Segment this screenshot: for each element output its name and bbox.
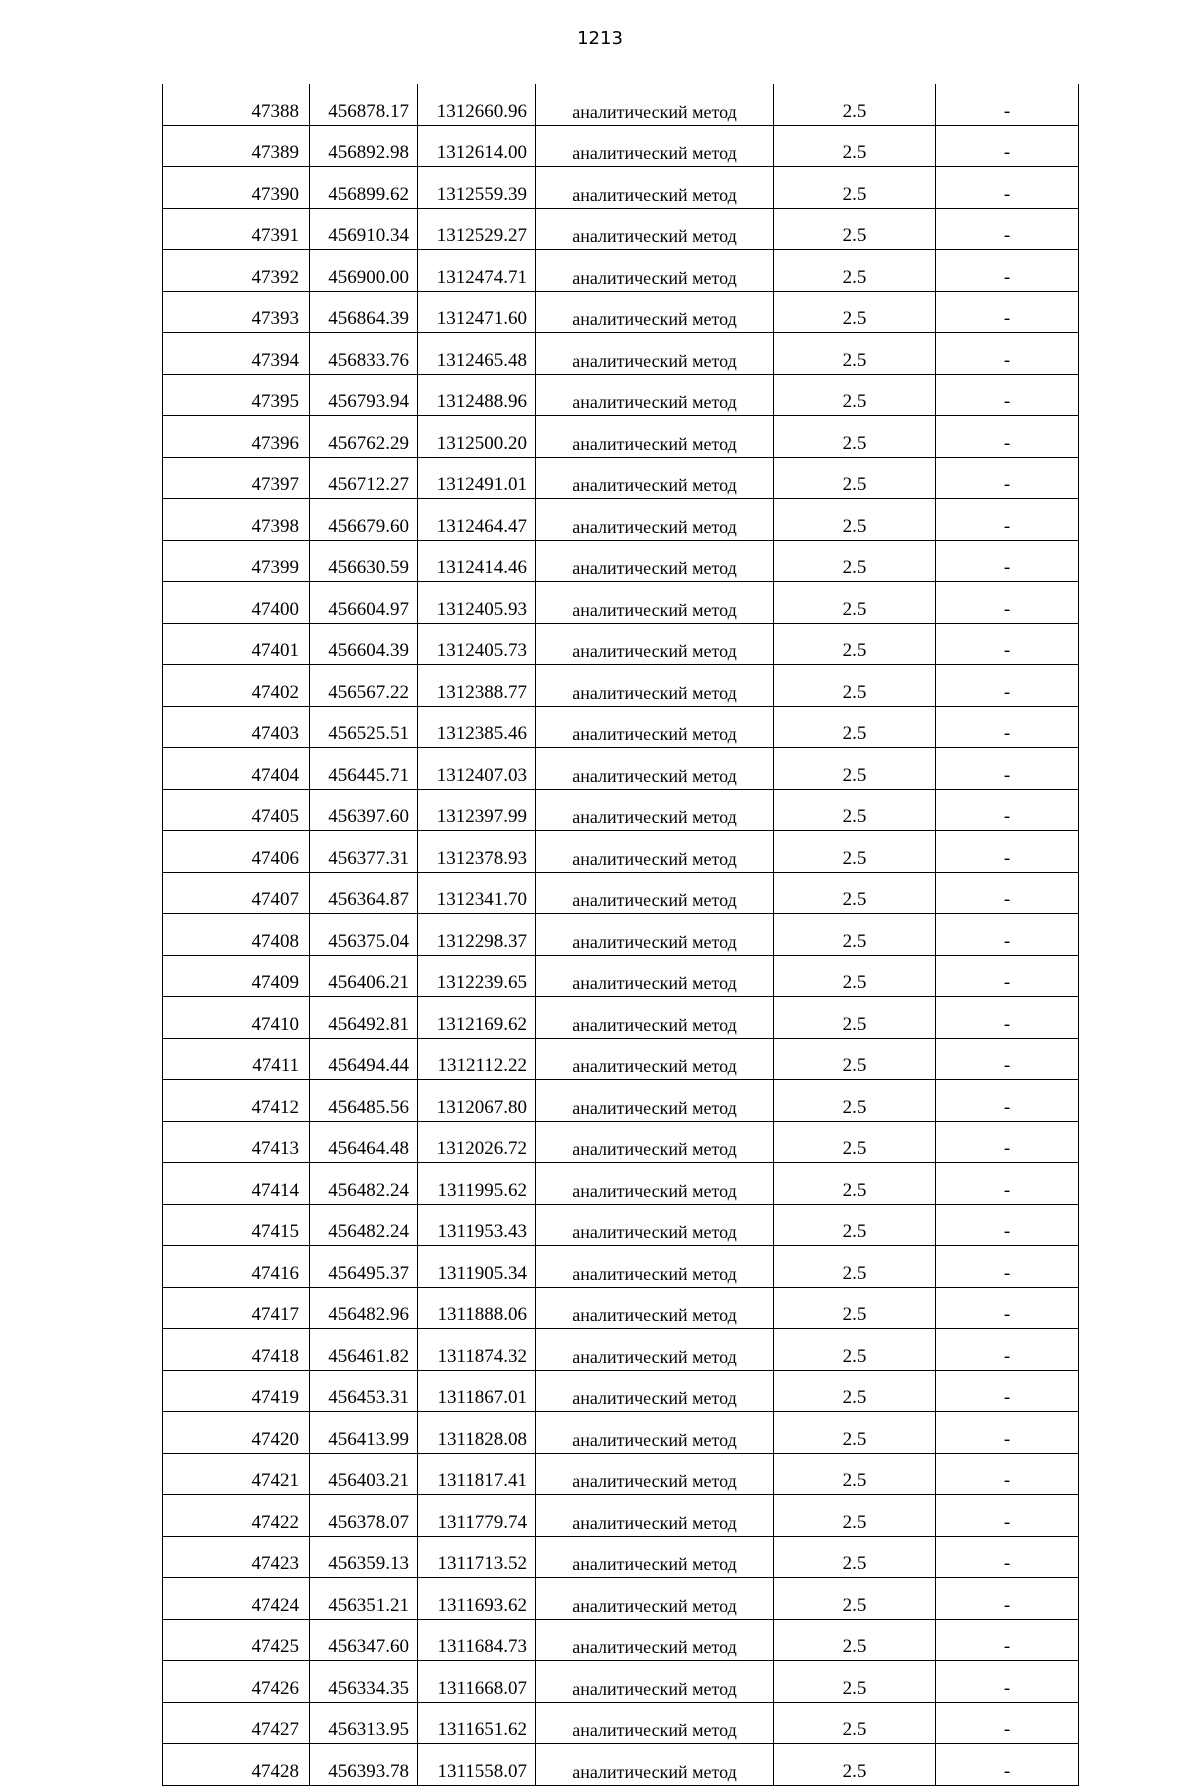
description-cell: - bbox=[936, 540, 1079, 582]
point-number-cell: 47423 bbox=[163, 1536, 310, 1578]
accuracy-cell: 2.5 bbox=[774, 997, 936, 1039]
method-cell: аналитический метод bbox=[536, 374, 774, 416]
table-row bbox=[163, 789, 1079, 831]
accuracy-cell: 2.5 bbox=[774, 499, 936, 541]
accuracy-cell: 2.5 bbox=[774, 1204, 936, 1246]
point-number-cell: 47392 bbox=[163, 250, 310, 292]
table-row bbox=[163, 914, 1079, 956]
accuracy-cell: 2.5 bbox=[774, 291, 936, 333]
x-coordinate-cell: 456878.17 bbox=[310, 84, 418, 125]
x-coordinate-cell: 456482.24 bbox=[310, 1204, 418, 1246]
point-number-cell: 47399 bbox=[163, 540, 310, 582]
y-coordinate-cell: 1312378.93 bbox=[418, 831, 536, 873]
method-cell: аналитический метод bbox=[536, 1495, 774, 1537]
y-coordinate-cell: 1312112.22 bbox=[418, 1038, 536, 1080]
x-coordinate-cell: 456485.56 bbox=[310, 1080, 418, 1122]
x-coordinate-cell: 456494.44 bbox=[310, 1038, 418, 1080]
point-number-cell: 47393 bbox=[163, 291, 310, 333]
accuracy-cell: 2.5 bbox=[774, 1536, 936, 1578]
y-coordinate-cell: 1311558.07 bbox=[418, 1744, 536, 1786]
description-cell: - bbox=[936, 84, 1079, 125]
x-coordinate-cell: 456793.94 bbox=[310, 374, 418, 416]
table-row bbox=[163, 374, 1079, 416]
x-coordinate-cell: 456482.24 bbox=[310, 1163, 418, 1205]
description-cell: - bbox=[936, 665, 1079, 707]
point-number-cell: 47412 bbox=[163, 1080, 310, 1122]
y-coordinate-cell: 1311995.62 bbox=[418, 1163, 536, 1205]
y-coordinate-cell: 1312388.77 bbox=[418, 665, 536, 707]
description-cell: - bbox=[936, 416, 1079, 458]
method-cell: аналитический метод bbox=[536, 1661, 774, 1703]
table-row bbox=[163, 748, 1079, 790]
accuracy-cell: 2.5 bbox=[774, 623, 936, 665]
accuracy-cell: 2.5 bbox=[774, 789, 936, 831]
description-cell: - bbox=[936, 1702, 1079, 1744]
accuracy-cell: 2.5 bbox=[774, 208, 936, 250]
description-cell: - bbox=[936, 1080, 1079, 1122]
description-cell: - bbox=[936, 1619, 1079, 1661]
method-cell: аналитический метод bbox=[536, 1287, 774, 1329]
description-cell: - bbox=[936, 831, 1079, 873]
method-cell: аналитический метод bbox=[536, 789, 774, 831]
description-cell: - bbox=[936, 1495, 1079, 1537]
method-cell: аналитический метод bbox=[536, 1702, 774, 1744]
x-coordinate-cell: 456899.62 bbox=[310, 167, 418, 209]
x-coordinate-cell: 456397.60 bbox=[310, 789, 418, 831]
description-cell: - bbox=[936, 1578, 1079, 1620]
y-coordinate-cell: 1312298.37 bbox=[418, 914, 536, 956]
table-row bbox=[163, 84, 1079, 125]
method-cell: аналитический метод bbox=[536, 1578, 774, 1620]
table-row bbox=[163, 706, 1079, 748]
y-coordinate-cell: 1312239.65 bbox=[418, 955, 536, 997]
table-row bbox=[163, 1163, 1079, 1205]
table-row bbox=[163, 623, 1079, 665]
method-cell: аналитический метод bbox=[536, 1121, 774, 1163]
point-number-cell: 47388 bbox=[163, 84, 310, 125]
table-row bbox=[163, 1453, 1079, 1495]
table-row bbox=[163, 1080, 1079, 1122]
description-cell: - bbox=[936, 1287, 1079, 1329]
accuracy-cell: 2.5 bbox=[774, 1080, 936, 1122]
y-coordinate-cell: 1311953.43 bbox=[418, 1204, 536, 1246]
table-row bbox=[163, 291, 1079, 333]
method-cell: аналитический метод bbox=[536, 665, 774, 707]
y-coordinate-cell: 1311779.74 bbox=[418, 1495, 536, 1537]
y-coordinate-cell: 1312341.70 bbox=[418, 872, 536, 914]
method-cell: аналитический метод bbox=[536, 167, 774, 209]
x-coordinate-cell: 456482.96 bbox=[310, 1287, 418, 1329]
x-coordinate-cell: 456313.95 bbox=[310, 1702, 418, 1744]
table-row bbox=[163, 1578, 1079, 1620]
description-cell: - bbox=[936, 125, 1079, 167]
point-number-cell: 47417 bbox=[163, 1287, 310, 1329]
accuracy-cell: 2.5 bbox=[774, 914, 936, 956]
y-coordinate-cell: 1312414.46 bbox=[418, 540, 536, 582]
point-number-cell: 47389 bbox=[163, 125, 310, 167]
y-coordinate-cell: 1312529.27 bbox=[418, 208, 536, 250]
point-number-cell: 47395 bbox=[163, 374, 310, 416]
y-coordinate-cell: 1312169.62 bbox=[418, 997, 536, 1039]
table-row bbox=[163, 831, 1079, 873]
point-number-cell: 47391 bbox=[163, 208, 310, 250]
description-cell: - bbox=[936, 789, 1079, 831]
point-number-cell: 47427 bbox=[163, 1702, 310, 1744]
y-coordinate-cell: 1312500.20 bbox=[418, 416, 536, 458]
table-row bbox=[163, 1287, 1079, 1329]
x-coordinate-cell: 456762.29 bbox=[310, 416, 418, 458]
table-row bbox=[163, 1702, 1079, 1744]
method-cell: аналитический метод bbox=[536, 914, 774, 956]
table-row bbox=[163, 250, 1079, 292]
description-cell: - bbox=[936, 582, 1079, 624]
accuracy-cell: 2.5 bbox=[774, 706, 936, 748]
table-row bbox=[163, 1038, 1079, 1080]
x-coordinate-cell: 456864.39 bbox=[310, 291, 418, 333]
description-cell: - bbox=[936, 1329, 1079, 1371]
x-coordinate-cell: 456712.27 bbox=[310, 457, 418, 499]
point-number-cell: 47409 bbox=[163, 955, 310, 997]
accuracy-cell: 2.5 bbox=[774, 125, 936, 167]
point-number-cell: 47411 bbox=[163, 1038, 310, 1080]
accuracy-cell: 2.5 bbox=[774, 665, 936, 707]
method-cell: аналитический метод bbox=[536, 1536, 774, 1578]
accuracy-cell: 2.5 bbox=[774, 1619, 936, 1661]
x-coordinate-cell: 456464.48 bbox=[310, 1121, 418, 1163]
method-cell: аналитический метод bbox=[536, 748, 774, 790]
table-row bbox=[163, 208, 1079, 250]
description-cell: - bbox=[936, 1370, 1079, 1412]
method-cell: аналитический метод bbox=[536, 416, 774, 458]
method-cell: аналитический метод bbox=[536, 1453, 774, 1495]
table-row bbox=[163, 997, 1079, 1039]
x-coordinate-cell: 456393.78 bbox=[310, 1744, 418, 1786]
method-cell: аналитический метод bbox=[536, 1204, 774, 1246]
method-cell: аналитический метод bbox=[536, 457, 774, 499]
x-coordinate-cell: 456406.21 bbox=[310, 955, 418, 997]
description-cell: - bbox=[936, 1121, 1079, 1163]
y-coordinate-cell: 1312385.46 bbox=[418, 706, 536, 748]
x-coordinate-cell: 456910.34 bbox=[310, 208, 418, 250]
description-cell: - bbox=[936, 748, 1079, 790]
y-coordinate-cell: 1312026.72 bbox=[418, 1121, 536, 1163]
description-cell: - bbox=[936, 1412, 1079, 1454]
y-coordinate-cell: 1311668.07 bbox=[418, 1661, 536, 1703]
table-row bbox=[163, 1204, 1079, 1246]
accuracy-cell: 2.5 bbox=[774, 1412, 936, 1454]
description-cell: - bbox=[936, 457, 1079, 499]
method-cell: аналитический метод bbox=[536, 955, 774, 997]
x-coordinate-cell: 456604.39 bbox=[310, 623, 418, 665]
y-coordinate-cell: 1312465.48 bbox=[418, 333, 536, 375]
accuracy-cell: 2.5 bbox=[774, 416, 936, 458]
point-number-cell: 47420 bbox=[163, 1412, 310, 1454]
method-cell: аналитический метод bbox=[536, 84, 774, 125]
y-coordinate-cell: 1312405.73 bbox=[418, 623, 536, 665]
table-row bbox=[163, 1121, 1079, 1163]
accuracy-cell: 2.5 bbox=[774, 582, 936, 624]
point-number-cell: 47390 bbox=[163, 167, 310, 209]
table-row bbox=[163, 125, 1079, 167]
accuracy-cell: 2.5 bbox=[774, 1744, 936, 1786]
point-number-cell: 47394 bbox=[163, 333, 310, 375]
point-number-cell: 47405 bbox=[163, 789, 310, 831]
method-cell: аналитический метод bbox=[536, 333, 774, 375]
point-number-cell: 47424 bbox=[163, 1578, 310, 1620]
table-row bbox=[163, 955, 1079, 997]
method-cell: аналитический метод bbox=[536, 125, 774, 167]
description-cell: - bbox=[936, 333, 1079, 375]
description-cell: - bbox=[936, 997, 1079, 1039]
description-cell: - bbox=[936, 1163, 1079, 1205]
description-cell: - bbox=[936, 914, 1079, 956]
description-cell: - bbox=[936, 1038, 1079, 1080]
method-cell: аналитический метод bbox=[536, 872, 774, 914]
accuracy-cell: 2.5 bbox=[774, 1329, 936, 1371]
x-coordinate-cell: 456679.60 bbox=[310, 499, 418, 541]
y-coordinate-cell: 1311905.34 bbox=[418, 1246, 536, 1288]
point-number-cell: 47401 bbox=[163, 623, 310, 665]
description-cell: - bbox=[936, 1744, 1079, 1786]
y-coordinate-cell: 1312471.60 bbox=[418, 291, 536, 333]
method-cell: аналитический метод bbox=[536, 1619, 774, 1661]
accuracy-cell: 2.5 bbox=[774, 84, 936, 125]
description-cell: - bbox=[936, 291, 1079, 333]
point-number-cell: 47398 bbox=[163, 499, 310, 541]
accuracy-cell: 2.5 bbox=[774, 1287, 936, 1329]
point-number-cell: 47418 bbox=[163, 1329, 310, 1371]
description-cell: - bbox=[936, 374, 1079, 416]
point-number-cell: 47404 bbox=[163, 748, 310, 790]
y-coordinate-cell: 1311713.52 bbox=[418, 1536, 536, 1578]
method-cell: аналитический метод bbox=[536, 1163, 774, 1205]
table-row bbox=[163, 665, 1079, 707]
point-number-cell: 47402 bbox=[163, 665, 310, 707]
table-row bbox=[163, 1329, 1079, 1371]
table-row bbox=[163, 582, 1079, 624]
point-number-cell: 47416 bbox=[163, 1246, 310, 1288]
x-coordinate-cell: 456375.04 bbox=[310, 914, 418, 956]
x-coordinate-cell: 456403.21 bbox=[310, 1453, 418, 1495]
x-coordinate-cell: 456892.98 bbox=[310, 125, 418, 167]
y-coordinate-cell: 1311817.41 bbox=[418, 1453, 536, 1495]
description-cell: - bbox=[936, 706, 1079, 748]
point-number-cell: 47426 bbox=[163, 1661, 310, 1703]
point-number-cell: 47406 bbox=[163, 831, 310, 873]
x-coordinate-cell: 456378.07 bbox=[310, 1495, 418, 1537]
table-row bbox=[163, 333, 1079, 375]
page-number: 1213 bbox=[577, 28, 623, 49]
table-row bbox=[163, 872, 1079, 914]
x-coordinate-cell: 456377.31 bbox=[310, 831, 418, 873]
method-cell: аналитический метод bbox=[536, 706, 774, 748]
accuracy-cell: 2.5 bbox=[774, 1578, 936, 1620]
accuracy-cell: 2.5 bbox=[774, 374, 936, 416]
method-cell: аналитический метод bbox=[536, 499, 774, 541]
y-coordinate-cell: 1311651.62 bbox=[418, 1702, 536, 1744]
accuracy-cell: 2.5 bbox=[774, 167, 936, 209]
y-coordinate-cell: 1312488.96 bbox=[418, 374, 536, 416]
y-coordinate-cell: 1312397.99 bbox=[418, 789, 536, 831]
x-coordinate-cell: 456351.21 bbox=[310, 1578, 418, 1620]
description-cell: - bbox=[936, 1204, 1079, 1246]
description-cell: - bbox=[936, 1453, 1079, 1495]
y-coordinate-cell: 1312491.01 bbox=[418, 457, 536, 499]
accuracy-cell: 2.5 bbox=[774, 540, 936, 582]
x-coordinate-cell: 456334.35 bbox=[310, 1661, 418, 1703]
table-row bbox=[163, 540, 1079, 582]
y-coordinate-cell: 1311867.01 bbox=[418, 1370, 536, 1412]
y-coordinate-cell: 1311874.32 bbox=[418, 1329, 536, 1371]
accuracy-cell: 2.5 bbox=[774, 748, 936, 790]
method-cell: аналитический метод bbox=[536, 1370, 774, 1412]
method-cell: аналитический метод bbox=[536, 1412, 774, 1454]
point-number-cell: 47403 bbox=[163, 706, 310, 748]
point-number-cell: 47400 bbox=[163, 582, 310, 624]
method-cell: аналитический метод bbox=[536, 831, 774, 873]
table-body bbox=[163, 84, 1079, 1785]
accuracy-cell: 2.5 bbox=[774, 457, 936, 499]
table-row bbox=[163, 457, 1079, 499]
method-cell: аналитический метод bbox=[536, 1038, 774, 1080]
accuracy-cell: 2.5 bbox=[774, 250, 936, 292]
description-cell: - bbox=[936, 1246, 1079, 1288]
accuracy-cell: 2.5 bbox=[774, 1370, 936, 1412]
x-coordinate-cell: 456833.76 bbox=[310, 333, 418, 375]
method-cell: аналитический метод bbox=[536, 208, 774, 250]
point-number-cell: 47415 bbox=[163, 1204, 310, 1246]
method-cell: аналитический метод bbox=[536, 997, 774, 1039]
accuracy-cell: 2.5 bbox=[774, 831, 936, 873]
point-number-cell: 47397 bbox=[163, 457, 310, 499]
table-row bbox=[163, 167, 1079, 209]
point-number-cell: 47396 bbox=[163, 416, 310, 458]
accuracy-cell: 2.5 bbox=[774, 955, 936, 997]
method-cell: аналитический метод bbox=[536, 1744, 774, 1786]
x-coordinate-cell: 456347.60 bbox=[310, 1619, 418, 1661]
point-number-cell: 47422 bbox=[163, 1495, 310, 1537]
accuracy-cell: 2.5 bbox=[774, 1702, 936, 1744]
y-coordinate-cell: 1312474.71 bbox=[418, 250, 536, 292]
table-row bbox=[163, 1619, 1079, 1661]
accuracy-cell: 2.5 bbox=[774, 1121, 936, 1163]
x-coordinate-cell: 456359.13 bbox=[310, 1536, 418, 1578]
x-coordinate-cell: 456900.00 bbox=[310, 250, 418, 292]
x-coordinate-cell: 456630.59 bbox=[310, 540, 418, 582]
accuracy-cell: 2.5 bbox=[774, 1495, 936, 1537]
point-number-cell: 47413 bbox=[163, 1121, 310, 1163]
accuracy-cell: 2.5 bbox=[774, 1038, 936, 1080]
x-coordinate-cell: 456461.82 bbox=[310, 1329, 418, 1371]
y-coordinate-cell: 1312559.39 bbox=[418, 167, 536, 209]
y-coordinate-cell: 1311828.08 bbox=[418, 1412, 536, 1454]
description-cell: - bbox=[936, 623, 1079, 665]
point-number-cell: 47410 bbox=[163, 997, 310, 1039]
y-coordinate-cell: 1311693.62 bbox=[418, 1578, 536, 1620]
table-row bbox=[163, 1412, 1079, 1454]
coordinates-table bbox=[162, 84, 1079, 1786]
point-number-cell: 47408 bbox=[163, 914, 310, 956]
description-cell: - bbox=[936, 208, 1079, 250]
x-coordinate-cell: 456364.87 bbox=[310, 872, 418, 914]
method-cell: аналитический метод bbox=[536, 250, 774, 292]
table-row bbox=[163, 1536, 1079, 1578]
point-number-cell: 47425 bbox=[163, 1619, 310, 1661]
accuracy-cell: 2.5 bbox=[774, 1661, 936, 1703]
method-cell: аналитический метод bbox=[536, 623, 774, 665]
description-cell: - bbox=[936, 955, 1079, 997]
table-row bbox=[163, 1246, 1079, 1288]
point-number-cell: 47428 bbox=[163, 1744, 310, 1786]
x-coordinate-cell: 456492.81 bbox=[310, 997, 418, 1039]
accuracy-cell: 2.5 bbox=[774, 1246, 936, 1288]
method-cell: аналитический метод bbox=[536, 540, 774, 582]
method-cell: аналитический метод bbox=[536, 1246, 774, 1288]
table-row bbox=[163, 1744, 1079, 1786]
y-coordinate-cell: 1312660.96 bbox=[418, 84, 536, 125]
x-coordinate-cell: 456413.99 bbox=[310, 1412, 418, 1454]
method-cell: аналитический метод bbox=[536, 582, 774, 624]
method-cell: аналитический метод bbox=[536, 291, 774, 333]
x-coordinate-cell: 456453.31 bbox=[310, 1370, 418, 1412]
point-number-cell: 47419 bbox=[163, 1370, 310, 1412]
description-cell: - bbox=[936, 167, 1079, 209]
y-coordinate-cell: 1311888.06 bbox=[418, 1287, 536, 1329]
y-coordinate-cell: 1312405.93 bbox=[418, 582, 536, 624]
y-coordinate-cell: 1311684.73 bbox=[418, 1619, 536, 1661]
y-coordinate-cell: 1312407.03 bbox=[418, 748, 536, 790]
description-cell: - bbox=[936, 250, 1079, 292]
x-coordinate-cell: 456604.97 bbox=[310, 582, 418, 624]
table-row bbox=[163, 1370, 1079, 1412]
accuracy-cell: 2.5 bbox=[774, 333, 936, 375]
description-cell: - bbox=[936, 872, 1079, 914]
y-coordinate-cell: 1312067.80 bbox=[418, 1080, 536, 1122]
description-cell: - bbox=[936, 1536, 1079, 1578]
point-number-cell: 47414 bbox=[163, 1163, 310, 1205]
x-coordinate-cell: 456495.37 bbox=[310, 1246, 418, 1288]
table-row bbox=[163, 1661, 1079, 1703]
table-row bbox=[163, 1495, 1079, 1537]
x-coordinate-cell: 456525.51 bbox=[310, 706, 418, 748]
method-cell: аналитический метод bbox=[536, 1329, 774, 1371]
method-cell: аналитический метод bbox=[536, 1080, 774, 1122]
accuracy-cell: 2.5 bbox=[774, 872, 936, 914]
y-coordinate-cell: 1312614.00 bbox=[418, 125, 536, 167]
x-coordinate-cell: 456567.22 bbox=[310, 665, 418, 707]
accuracy-cell: 2.5 bbox=[774, 1163, 936, 1205]
y-coordinate-cell: 1312464.47 bbox=[418, 499, 536, 541]
table-row bbox=[163, 416, 1079, 458]
description-cell: - bbox=[936, 1661, 1079, 1703]
point-number-cell: 47421 bbox=[163, 1453, 310, 1495]
table-row bbox=[163, 499, 1079, 541]
point-number-cell: 47407 bbox=[163, 872, 310, 914]
description-cell: - bbox=[936, 499, 1079, 541]
x-coordinate-cell: 456445.71 bbox=[310, 748, 418, 790]
accuracy-cell: 2.5 bbox=[774, 1453, 936, 1495]
